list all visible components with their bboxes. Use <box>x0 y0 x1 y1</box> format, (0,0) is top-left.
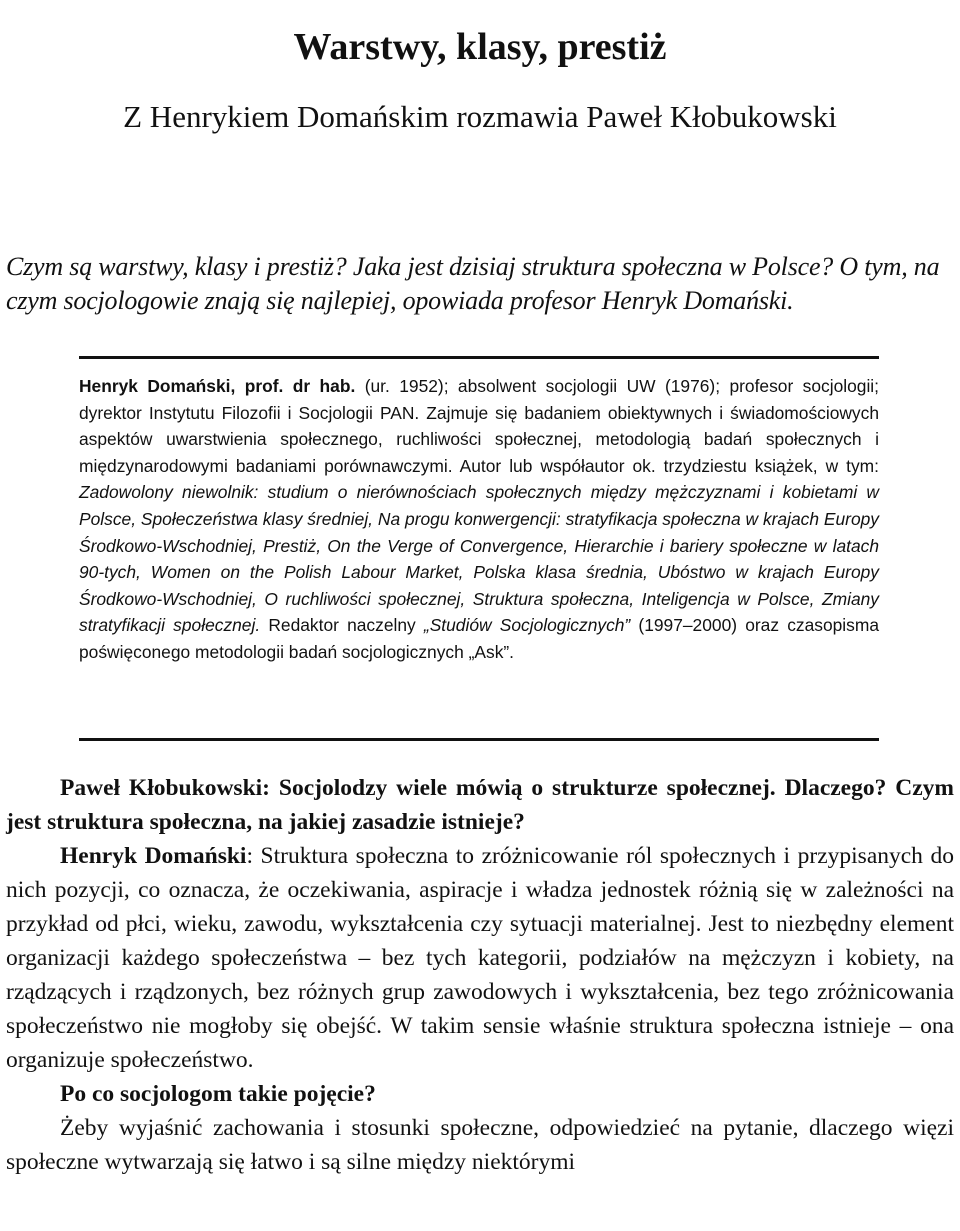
answer-1 <box>6 839 954 1077</box>
bio-closing-text: (1997–2000) oraz czasopisma poświęconego metodologii badań socjologicznych „Ask”. <box>79 615 880 662</box>
question-2: Po co socjologom takie pojęcie? <box>60 1081 376 1107</box>
answer-1-text: : Struktura społeczna to zróżnicowanie ról społecznych i przypisanych do nich pozycji, co oznacza, że oczekiwania, aspiracje i władza jednostek różnią się w zależności na przykład od płci, wieku, zawodu, wykształcenia czy sytuacji materialnej. Jest to niezbędny element organizacji każdego społeczeństwa – bez tych kategorii, podziałów na mężczyzn i kobiety, na rządzących i rządzonych, bez różnych grup zawodowych i wykształcenia, bez tego zróżnicowania społeczeństwo nie mogłoby się obejść. W takim sensie właśnie struktura społeczna istnieje – ona organizuje społeczeństwo. <box>6 843 954 1073</box>
bio-editor-text: Redaktor naczelny <box>260 615 424 636</box>
bio-top-divider <box>79 356 879 359</box>
article-subtitle: Z Henrykiem Domańskim rozmawia Paweł Kłobukowski <box>123 99 837 134</box>
answer-1-speaker: Henryk Domański <box>60 843 247 869</box>
author-bio <box>79 373 879 666</box>
article-title: Warstwy, klasy, prestiż <box>293 26 667 69</box>
bio-bottom-divider <box>79 738 879 741</box>
answer-2: Żeby wyjaśnić zachowania i stosunki społeczne, odpowiedzieć na pytanie, dlaczego więzi społeczne wytwarzają się łatwo i są silne między niektórymi <box>6 1115 954 1175</box>
lead-paragraph: Czym są warstwy, klasy i prestiż? Jaka jest dzisiaj struktura społeczna w Polsce? O tym, na czym socjologowie znają się najlepiej, opowiada profesor Henryk Domański. <box>6 252 940 315</box>
bio-book-list: Zadowolony niewolnik: studium o nierównościach społecznych między mężczyznami i kobietami w Polsce, Społeczeństwa klasy średniej, Na progu konwergencji: stratyfikacja społeczna w krajach Europy Środkowo-Wschodniej, Prestiż, On the Verge of Convergence, Hierarchie i bariery społeczne w latach 90-tych, Women on the Polish Labour Market, Polska klasa średnia, Ubóstwo w krajach Europy Środkowo-Wschodniej, O ruchliwości społecznej, Struktura społeczna, Inteligencja w Polsce, Zmiany stratyfikacji społecznej. <box>79 482 879 636</box>
bio-name: Henryk Domański, prof. dr hab. <box>79 376 356 396</box>
bio-text: (ur. 1952); absolwent socjologii UW (1976); profesor socjologii; dyrektor Instytutu Filozofii i Socjologii PAN. Zajmuje się badaniem obiektywnych i świadomościowych aspektów uwarstwienia społecznego, ruchliwości społecznej, metodologią badań społecznych i międzynarodowymi badaniami porównawczymi. Autor lub współautor ok. trzydziestu książek, w tym: <box>79 376 880 476</box>
question-1: Paweł Kłobukowski: Socjolodzy wiele mówią o strukturze społecznej. Dlaczego? Czym jest struktura społeczna, na jakiej zasadzie istnieje? <box>6 775 954 835</box>
bio-journal-title: „Studiów Socjologicznych” <box>423 615 631 636</box>
interview-body <box>6 771 954 1179</box>
